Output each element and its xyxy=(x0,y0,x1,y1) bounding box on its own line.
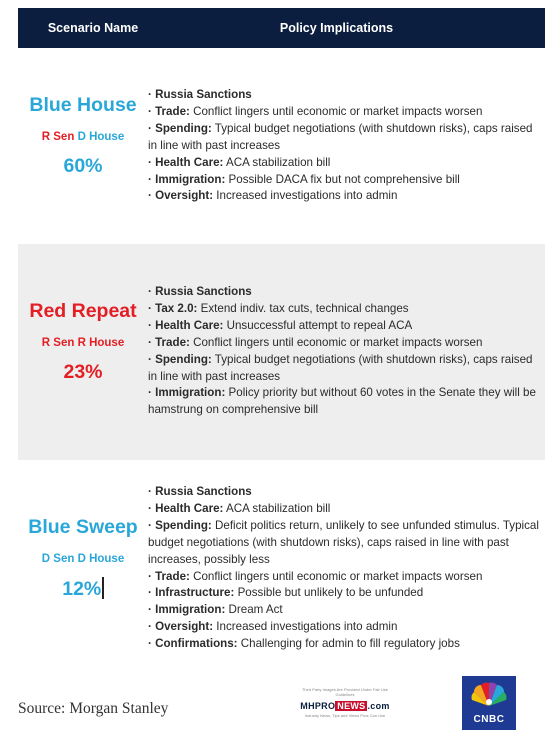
list-item: · Russia Sanctions xyxy=(148,285,252,298)
header-scenario-name: Scenario Name xyxy=(47,21,139,35)
scenario-summary xyxy=(18,94,148,178)
list-item: · Health Care: ACA stabilization bill xyxy=(148,501,331,515)
list-item: · Spending: Deficit politics return, unlikely to see unfunded stimulus. Typical budget negotiations (with shutdown risks), caps raised in line with past increases, possibly less xyxy=(148,518,539,566)
scenario-summary xyxy=(18,516,148,601)
scenario-row-blue-house xyxy=(18,78,545,218)
cnbc-logo[interactable] xyxy=(462,676,516,730)
scenario-probability: 60% xyxy=(63,155,103,177)
scenario-row-blue-sweep xyxy=(18,476,545,666)
list-item: · Health Care: ACA stabilization bill xyxy=(148,155,331,169)
header-policy-implications: Policy Implications xyxy=(279,21,394,35)
mh-tagline: Industry News, Tips and Views Pros Can Use xyxy=(304,713,386,718)
policy-list xyxy=(148,284,543,419)
cnbc-peacock-icon xyxy=(470,682,508,708)
scenario-title: Blue Sweep xyxy=(28,516,138,538)
cnbc-wordmark: CNBC xyxy=(473,714,505,725)
list-item: · Immigration: Dream Act xyxy=(148,603,283,617)
list-item: · Oversight: Increased investigations into admin xyxy=(148,189,398,203)
scenario-control xyxy=(18,131,148,143)
list-item: · Oversight: Increased investigations into admin xyxy=(148,620,398,634)
scenario-control: D Sen D House xyxy=(41,553,125,565)
scenario-title: Blue House xyxy=(29,94,137,116)
list-item: · Spending: Typical budget negotiations (with shutdown risks), caps raised in line with past increases xyxy=(148,352,533,383)
policy-list xyxy=(148,484,543,653)
list-item: · Trade: Conflict lingers until economic or market impacts worsen xyxy=(148,569,483,583)
list-item: · Immigration: Possible DACA fix but not comprehensive bill xyxy=(148,172,460,186)
list-item: · Trade: Conflict lingers until economic or market impacts worsen xyxy=(148,335,483,349)
source-caption: Source: Morgan Stanley xyxy=(18,700,169,717)
scenario-probability: 23% xyxy=(63,361,103,383)
probability-value: 12% xyxy=(62,578,102,600)
list-item: · Infrastructure: Possible but unlikely to be unfunded xyxy=(148,586,424,600)
scenario-control: R Sen R House xyxy=(41,337,125,349)
list-item: · Russia Sanctions xyxy=(148,485,252,498)
senate-control: R Sen xyxy=(41,131,75,143)
mh-wordmark: MHPRO NEWS .com xyxy=(300,701,390,711)
scenario-probability xyxy=(18,577,148,601)
policy-list xyxy=(148,87,543,205)
list-item: · Russia Sanctions xyxy=(148,88,252,101)
list-item: · Immigration: Policy priority but without 60 votes in the Senate they will be hamstrung on comprehensive bill xyxy=(148,386,536,417)
table-header xyxy=(18,8,545,48)
list-item: · Health Care: Unsuccessful attempt to repeal ACA xyxy=(148,318,413,332)
list-item: · Spending: Typical budget negotiations (with shutdown risks), caps raised in line with past increases xyxy=(148,121,533,152)
mhpronews-logo[interactable] xyxy=(300,685,390,725)
text-cursor xyxy=(102,577,104,599)
scenario-summary xyxy=(18,300,148,384)
list-item: · Trade: Conflict lingers until economic or market impacts worsen xyxy=(148,104,483,118)
scenario-title: Red Repeat xyxy=(29,300,137,322)
mh-disclaimer: Third Party Images Are Provided Under Fair Use Guidelines xyxy=(301,687,389,697)
list-item: · Confirmations: Challenging for admin to fill regulatory jobs xyxy=(148,637,460,651)
list-item: · Tax 2.0: Extend indiv. tax cuts, technical changes xyxy=(148,301,409,315)
scenario-row-red-repeat xyxy=(18,244,545,460)
house-control: D House xyxy=(77,131,125,143)
